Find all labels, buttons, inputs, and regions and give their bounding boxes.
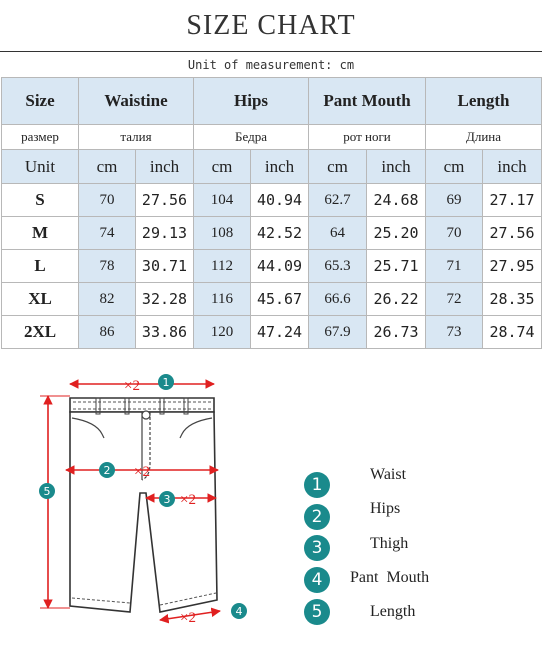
- mouth-inch-cell: 25.20: [367, 217, 426, 250]
- mouth-inch-cell: 26.22: [367, 283, 426, 316]
- length-cm-cell: 72: [426, 283, 483, 316]
- unit-note: Unit of measurement: cm: [187, 58, 355, 72]
- legend-label: Hips: [370, 500, 401, 517]
- waistband: [70, 398, 214, 412]
- waist-inch-cell: 27.56: [136, 184, 194, 217]
- waist-cm-cell: 70: [79, 184, 136, 217]
- shorts-diagram: [0, 360, 260, 660]
- length-inch-cell: 27.56: [483, 217, 542, 250]
- legend-label: Waist: [370, 466, 407, 483]
- header-size: Size: [2, 78, 79, 125]
- waist-cm-cell: 82: [79, 283, 136, 316]
- length-inch-cell: 28.35: [483, 283, 542, 316]
- length-inch-cell: 28.74: [483, 316, 542, 349]
- header-length: Length: [426, 78, 542, 125]
- mouth-inch-cell: 24.68: [367, 184, 426, 217]
- unit-cm: cm: [426, 150, 483, 184]
- mouth-cm-cell: 64: [309, 217, 367, 250]
- length-inch-cell: 27.17: [483, 184, 542, 217]
- hips-cm-cell: 120: [194, 316, 251, 349]
- unit-label: Unit: [2, 150, 79, 184]
- unit-cm: cm: [309, 150, 367, 184]
- table-row: [2, 184, 542, 217]
- waist-inch-cell: 30.71: [136, 250, 194, 283]
- times-two-label: ×2: [134, 464, 150, 480]
- waist-cm-cell: 86: [79, 316, 136, 349]
- legend-number-icon: 4: [304, 567, 330, 593]
- table-row: [2, 217, 542, 250]
- table-row: [2, 250, 542, 283]
- unit-row: [2, 150, 542, 184]
- ru-waist: талия: [79, 125, 194, 150]
- unit-cm: cm: [79, 150, 136, 184]
- size-cell: L: [2, 250, 79, 283]
- marker-1-label: 1: [162, 376, 170, 389]
- russian-row: [2, 125, 542, 150]
- length-inch-cell: 27.95: [483, 250, 542, 283]
- size-cell: S: [2, 184, 79, 217]
- legend-number-icon: 3: [304, 535, 330, 561]
- hips-cm-cell: 112: [194, 250, 251, 283]
- mouth-cm-cell: 65.3: [309, 250, 367, 283]
- ru-hips: Бедра: [194, 125, 309, 150]
- header-hips: Hips: [194, 78, 309, 125]
- header-row: [2, 78, 542, 125]
- shorts-body: [70, 412, 217, 612]
- unit-inch: inch: [251, 150, 309, 184]
- mouth-cm-cell: 62.7: [309, 184, 367, 217]
- legend-number-icon: 5: [304, 599, 330, 625]
- marker-4-label: 4: [235, 605, 243, 618]
- size-cell: M: [2, 217, 79, 250]
- times-two-label: ×2: [180, 610, 196, 626]
- times-two-label: ×2: [180, 492, 196, 508]
- hips-inch-cell: 42.52: [251, 217, 309, 250]
- unit-cm: cm: [194, 150, 251, 184]
- size-cell: 2XL: [2, 316, 79, 349]
- legend-number-icon: 1: [304, 472, 330, 498]
- ru-mouth: рот ноги: [309, 125, 426, 150]
- hips-inch-cell: 40.94: [251, 184, 309, 217]
- unit-inch: inch: [136, 150, 194, 184]
- size-table: [1, 77, 542, 349]
- mouth-inch-cell: 25.71: [367, 250, 426, 283]
- header-pant-mouth: Pant Mouth: [309, 78, 426, 125]
- length-cm-cell: 69: [426, 184, 483, 217]
- length-cm-cell: 70: [426, 217, 483, 250]
- hips-inch-cell: 47.24: [251, 316, 309, 349]
- mouth-inch-cell: 26.73: [367, 316, 426, 349]
- hips-cm-cell: 108: [194, 217, 251, 250]
- legend-label: Thigh: [370, 535, 409, 552]
- marker-3-label: 3: [163, 493, 171, 506]
- hips-inch-cell: 44.09: [251, 250, 309, 283]
- marker-2-label: 2: [103, 464, 111, 477]
- unit-inch: inch: [483, 150, 542, 184]
- hips-cm-cell: 116: [194, 283, 251, 316]
- size-cell: XL: [2, 283, 79, 316]
- legend-label: Length: [370, 603, 416, 620]
- length-cm-cell: 73: [426, 316, 483, 349]
- mouth-cm-cell: 67.9: [309, 316, 367, 349]
- unit-inch: inch: [367, 150, 426, 184]
- marker-5-label: 5: [43, 485, 51, 498]
- waist-inch-cell: 33.86: [136, 316, 194, 349]
- ru-size: размер: [2, 125, 79, 150]
- waist-inch-cell: 29.13: [136, 217, 194, 250]
- waist-cm-cell: 74: [79, 217, 136, 250]
- legend-number-icon: 2: [304, 504, 330, 530]
- ru-length: Длина: [426, 125, 542, 150]
- legend-label: Pant Mouth: [350, 569, 430, 586]
- times-two-label: ×2: [124, 378, 140, 394]
- header-waistine: Waistine: [79, 78, 194, 125]
- table-row: [2, 316, 542, 349]
- length-cm-cell: 71: [426, 250, 483, 283]
- mouth-cm-cell: 66.6: [309, 283, 367, 316]
- waist-cm-cell: 78: [79, 250, 136, 283]
- page-title: SIZE CHART: [186, 10, 356, 41]
- title-divider: [0, 51, 542, 52]
- table-row: [2, 283, 542, 316]
- waist-inch-cell: 32.28: [136, 283, 194, 316]
- hips-inch-cell: 45.67: [251, 283, 309, 316]
- hips-cm-cell: 104: [194, 184, 251, 217]
